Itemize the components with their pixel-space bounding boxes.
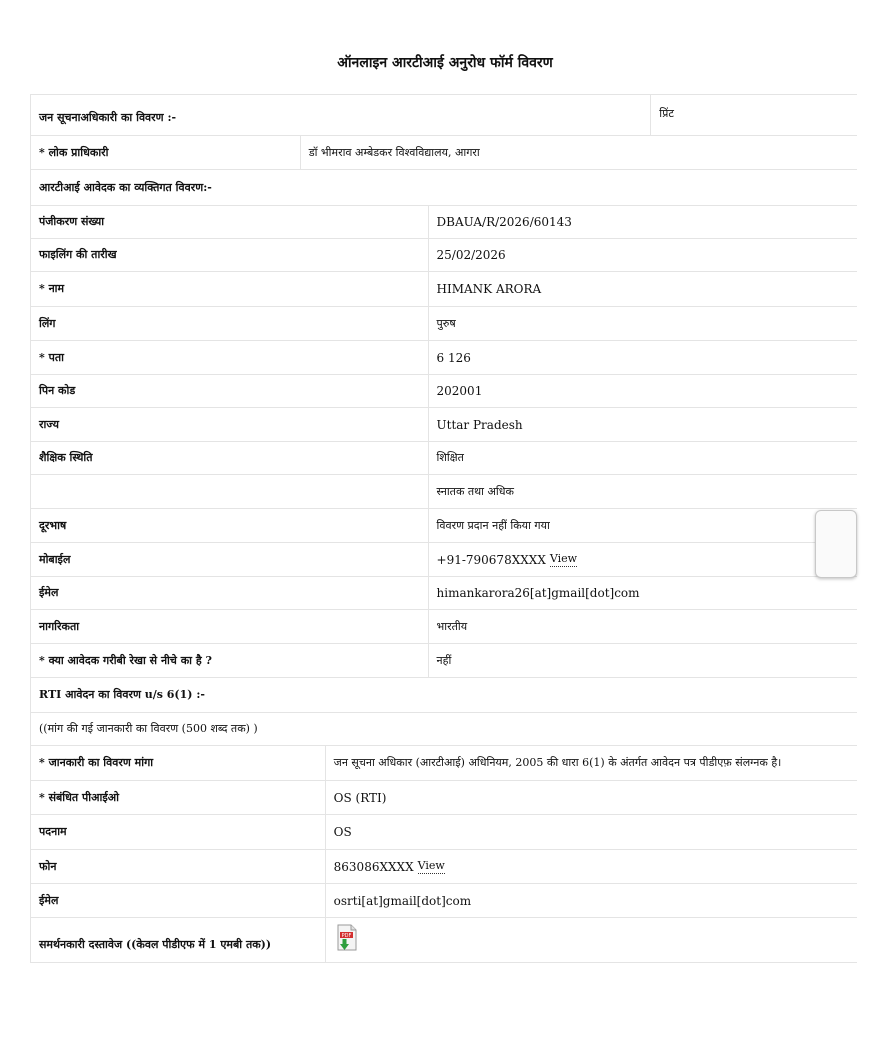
applicant-heading-row bbox=[31, 170, 857, 206]
authority-label: * लोक प्राधिकारी bbox=[39, 145, 109, 159]
row-label: * क्या आवेदक गरीबी रेखा से नीचे का है ? bbox=[39, 653, 212, 667]
row-label: * पता bbox=[39, 350, 64, 364]
mobile-number: +91-790678XXXX bbox=[436, 552, 546, 567]
row-value: DBAUA/R/2026/60143 bbox=[428, 206, 857, 238]
page-title: ऑनलाइन आरटीआई अनुरोध फॉर्म विवरण bbox=[337, 55, 553, 71]
row-value: OS bbox=[325, 815, 857, 849]
education-level-row bbox=[31, 475, 857, 509]
row-value: स्नातक तथा अधिक bbox=[428, 475, 857, 508]
row-value: 25/02/2026 bbox=[428, 239, 857, 271]
row-label: पंजीकरण संख्या bbox=[39, 215, 105, 228]
email-row bbox=[31, 577, 857, 610]
phone-number: 863086XXXX bbox=[333, 859, 414, 874]
row-value: भारतीय bbox=[428, 610, 857, 643]
telephone-row bbox=[31, 509, 857, 543]
row-label: ईमेल bbox=[39, 586, 59, 599]
pio-heading: जन सूचनाअधिकारी का विवरण :- bbox=[39, 111, 177, 124]
authority-row bbox=[31, 136, 857, 170]
row-value: osrti[at]gmail[dot]com bbox=[325, 884, 857, 917]
gender-row bbox=[31, 307, 857, 341]
row-value: पुरुष bbox=[428, 307, 857, 340]
row-label: फाइलिंग की तारीख bbox=[39, 248, 117, 261]
row-value: himankarora26[at]gmail[dot]com bbox=[428, 577, 857, 609]
pio-heading-row bbox=[31, 94, 857, 136]
row-label: नागरिकता bbox=[39, 619, 80, 633]
pdf-download-icon[interactable] bbox=[334, 924, 360, 952]
pincode-row bbox=[31, 375, 857, 408]
row-value: HIMANK ARORA bbox=[428, 272, 857, 306]
authority-value: डॉ भीमराव अम्बेडकर विश्वविद्यालय, आगरा bbox=[300, 136, 857, 169]
education-row bbox=[31, 442, 857, 475]
rti-heading-row bbox=[31, 678, 857, 713]
applicant-heading: आरटीआई आवेदक का व्यक्तिगत विवरण:- bbox=[39, 180, 212, 194]
row-label: दूरभाष bbox=[39, 518, 67, 532]
state-row bbox=[31, 408, 857, 442]
rti-subheading: ((मांग की गई जानकारी का विवरण (500 शब्द तक) ) bbox=[39, 722, 258, 735]
pio-row bbox=[31, 781, 857, 815]
phone-value-cell bbox=[325, 850, 857, 883]
name-row bbox=[31, 272, 857, 307]
citizenship-row bbox=[31, 610, 857, 644]
row-value: नहीं bbox=[428, 644, 857, 677]
filing-date-row bbox=[31, 239, 857, 272]
supporting-doc-cell bbox=[325, 918, 857, 962]
row-value: शिक्षित bbox=[428, 442, 857, 474]
row-label: ईमेल bbox=[39, 893, 59, 907]
row-value: 202001 bbox=[428, 375, 857, 407]
row-value: 6 126 bbox=[428, 341, 857, 374]
designation-row bbox=[31, 815, 857, 850]
floating-side-tab[interactable] bbox=[815, 510, 857, 578]
pio-email-row bbox=[31, 884, 857, 918]
row-label: लिंग bbox=[39, 316, 56, 330]
svg-text:PDF: PDF bbox=[341, 933, 352, 939]
supporting-doc-row bbox=[31, 918, 857, 963]
row-label: शैक्षिक स्थिति bbox=[39, 451, 93, 464]
row-value: Uttar Pradesh bbox=[428, 408, 857, 441]
mobile-value-cell bbox=[428, 543, 857, 576]
row-label: मोबाईल bbox=[39, 552, 71, 566]
address-row bbox=[31, 341, 857, 375]
row-label: * नाम bbox=[39, 282, 65, 295]
phone-row bbox=[31, 850, 857, 884]
mobile-view-link[interactable]: View bbox=[549, 552, 578, 565]
rti-form-table bbox=[30, 94, 857, 963]
row-label: फोन bbox=[39, 859, 57, 873]
rti-subheading-row bbox=[31, 713, 857, 746]
row-value: जन सूचना अधिकार (आरटीआई) अधिनियम, 2005 की धारा 6(1) के अंतर्गत आवेदन पत्र पीडीएफ़ संलग्नक है। bbox=[325, 746, 857, 780]
row-label: राज्य bbox=[39, 417, 60, 431]
print-button[interactable]: प्रिंट bbox=[650, 95, 857, 135]
row-label: * जानकारी का विवरण मांगा bbox=[39, 756, 154, 769]
mobile-row bbox=[31, 543, 857, 577]
row-label: समर्थनकारी दस्तावेज ((केवल पीडीएफ में 1 एमबी तक)) bbox=[39, 938, 272, 951]
row-label: पदनाम bbox=[39, 825, 67, 838]
registration-row bbox=[31, 206, 857, 239]
row-value: विवरण प्रदान नहीं किया गया bbox=[428, 509, 857, 542]
rti-heading: RTI आवेदन का विवरण u/s 6(1) :- bbox=[39, 688, 205, 701]
row-label: * संबंधित पीआईओ bbox=[39, 790, 120, 804]
row-value: OS (RTI) bbox=[325, 781, 857, 814]
bpl-row bbox=[31, 644, 857, 678]
row-label: पिन कोड bbox=[39, 384, 76, 397]
info-requested-row bbox=[31, 746, 857, 781]
phone-view-link[interactable]: View bbox=[417, 859, 445, 872]
